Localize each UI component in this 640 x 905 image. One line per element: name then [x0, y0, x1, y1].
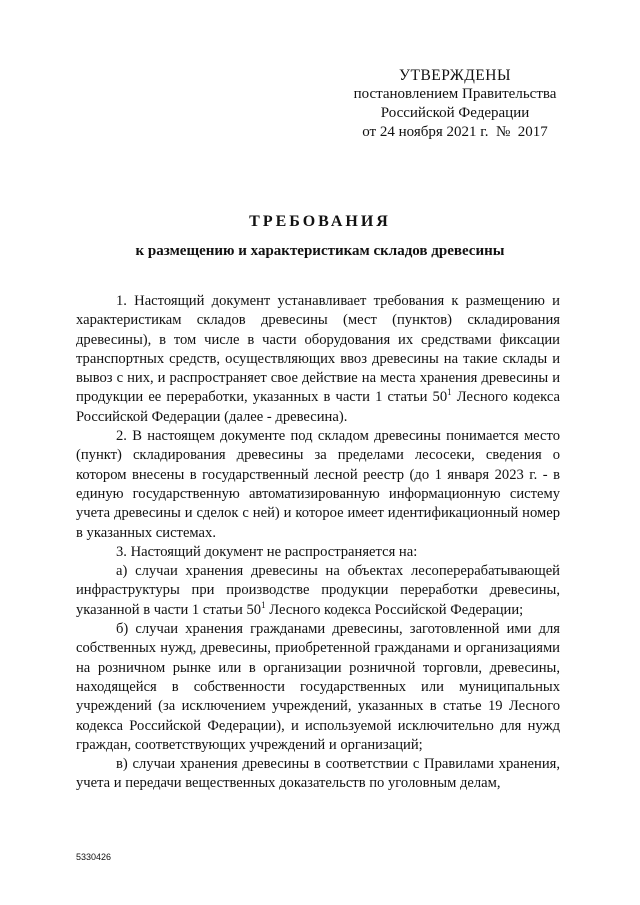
paragraph-3: 3. Настоящий документ не распространяется на:	[116, 543, 418, 560]
document-body	[76, 292, 560, 794]
approval-line: Российской Федерации	[380, 105, 530, 121]
approval-block	[330, 66, 580, 142]
document-title: ТРЕБОВАНИЯ	[249, 213, 391, 230]
subparagraph-a: а) случаи хранения древесины на объектах лесоперерабатывающей инфраструктуры при производстве продукции переработки древесины, указанной в части 1 статьи $50^1$ Лесного кодекса Российской Федерации;	[76, 563, 560, 618]
approval-date-number: от 24 ноября 2021 г. № 2017	[362, 124, 548, 140]
superscript: 1	[261, 599, 266, 610]
subparagraph-b: б) случаи хранения гражданами древесины, заготовленной ими для собственных нужд, древесины, приобретенной гражданами и организациями на розничном рынке или в организации розничной торговли, древесины, находящейся в собственности государственных или муниципальных учреждений (за исключением учреждений, указанных в статье 19 Лесного кодекса Российской Федерации), и используемой исключительно для нужд граждан, соответствующих учреждений и организаций;	[76, 621, 560, 753]
approval-line: постановлением Правительства	[353, 86, 557, 102]
paragraph-2: 2. В настоящем документе под складом древесины понимается место (пункт) складирования древесины за пределами лесосеки, сведения о котором внесены в государственный лесной реестр (до 1 января 2023 г. - в единую государственную автоматизированную информационную систему учета древесины и сделок с ней) и которое имеет идентификационный номер в указанных системах.	[76, 428, 560, 541]
subparagraph-v: в) случаи хранения древесины в соответствии с Правилами хранения, учета и передачи вещественных доказательств по уголовным делам,	[76, 756, 560, 792]
paragraph-1: 1. Настоящий документ устанавливает требования к размещению и характеристикам складов древесины (мест (пунктов) складирования древесины), в том числе в части оборудования их средствами фиксации транспортных средств, осуществляющих ввоз древесины на такие склады и вывоз с них, и распространяет свое действие на места хранения древесины и продукции ее переработки, указанных в части 1 статьи $50^1$ Лесного кодекса Российской Федерации (далее - древесина).	[76, 293, 560, 425]
approval-heading: УТВЕРЖДЕНЫ	[399, 67, 511, 84]
superscript: 1	[447, 387, 452, 398]
document-subtitle: к размещению и характеристикам складов древесины	[135, 243, 505, 259]
document-code: 5330426	[76, 852, 112, 862]
